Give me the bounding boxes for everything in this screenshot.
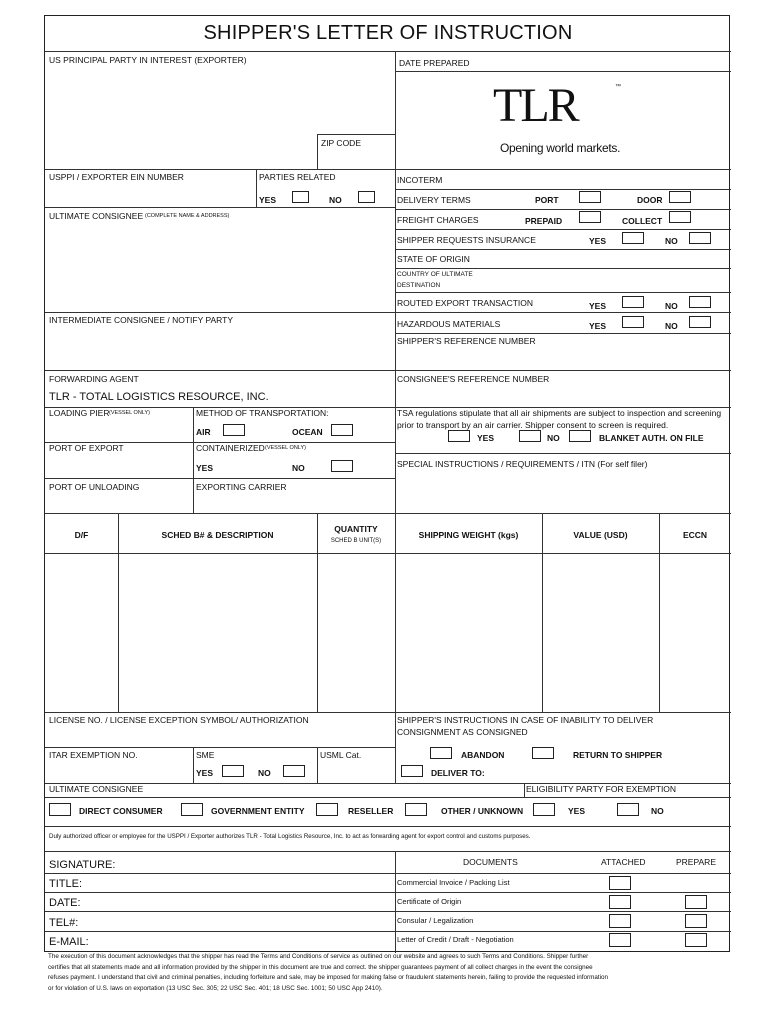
country-destination-label-2: DESTINATION xyxy=(397,282,441,289)
sme-yes-checkbox[interactable] xyxy=(222,765,244,777)
divider xyxy=(395,51,396,513)
divider xyxy=(395,851,396,953)
divider xyxy=(395,268,731,269)
form-title: SHIPPER'S LETTER OF INSTRUCTION xyxy=(203,22,573,44)
air-label: AIR xyxy=(196,427,211,437)
method-label: METHOD OF TRANSPORTATION: xyxy=(196,408,329,418)
return-label: RETURN TO SHIPPER xyxy=(573,750,663,760)
country-destination-label-1: COUNTRY OF ULTIMATE xyxy=(397,271,473,278)
col-quantity-header: QUANTITY xyxy=(334,524,378,534)
divider xyxy=(395,209,731,210)
collect-label: COLLECT xyxy=(622,216,663,226)
zip-code-label: ZIP CODE xyxy=(321,138,361,148)
license-label: LICENSE NO. / LICENSE EXCEPTION SYMBOL/ AUTHORIZATION xyxy=(49,715,309,725)
forwarding-agent-value: TLR - TOTAL LOGISTICS RESOURCE, INC. xyxy=(49,391,269,403)
signature-label: SIGNATURE: xyxy=(49,859,116,871)
routed-export-label: ROUTED EXPORT TRANSACTION xyxy=(397,298,534,308)
consignee-reference-label: CONSIGNEE'S REFERENCE NUMBER xyxy=(397,374,550,384)
loading-pier-label: LOADING PIER xyxy=(49,408,110,418)
hazardous-no-label: NO xyxy=(665,321,678,331)
divider xyxy=(395,71,731,72)
insurance-label: SHIPPER REQUESTS INSURANCE xyxy=(397,235,536,245)
sme-no-checkbox[interactable] xyxy=(283,765,305,777)
state-of-origin-label: STATE OF ORIGIN xyxy=(397,254,470,264)
delivery-terms-label: DELIVERY TERMS xyxy=(397,195,471,205)
insurance-no-checkbox[interactable] xyxy=(689,232,711,244)
deliver-to-label: DELIVER TO: xyxy=(431,768,485,778)
usppi-label: US PRINCIPAL PARTY IN INTEREST (EXPORTER) xyxy=(49,55,247,65)
email-label: E-MAIL: xyxy=(49,936,89,948)
divider xyxy=(45,51,731,52)
divider xyxy=(524,783,525,797)
col-df-header: D/F xyxy=(74,530,89,540)
ultimate-consignee-note: (COMPLETE NAME & ADDRESS) xyxy=(145,213,230,219)
documents-header: DOCUMENTS xyxy=(463,857,518,867)
col-value-header: VALUE (USD) xyxy=(573,530,628,540)
divider xyxy=(45,712,731,713)
divider xyxy=(659,513,660,712)
title-label: TITLE: xyxy=(49,878,83,890)
eligibility-label: ELIGIBILITY PARTY FOR EXEMPTION xyxy=(526,784,677,794)
divider xyxy=(45,797,731,798)
routed-yes-label: YES xyxy=(589,301,607,311)
document-item: Commercial Invoice / Packing List xyxy=(397,878,510,887)
divider xyxy=(45,513,731,514)
divider xyxy=(542,513,543,712)
government-label: GOVERNMENT ENTITY xyxy=(211,806,305,816)
divider xyxy=(256,169,257,207)
abandon-checkbox[interactable] xyxy=(430,747,452,759)
containerized-yes-label: YES xyxy=(196,463,214,473)
divider xyxy=(317,747,318,783)
door-label: DOOR xyxy=(637,195,663,205)
usml-label: USML Cat. xyxy=(320,750,362,760)
tlr-logo: TLR xyxy=(493,79,578,132)
forwarding-agent-label: FORWARDING AGENT xyxy=(49,374,139,384)
prepaid-checkbox[interactable] xyxy=(579,211,601,223)
tsa-no-checkbox[interactable] xyxy=(519,430,541,442)
hazardous-yes-checkbox[interactable] xyxy=(622,316,644,328)
door-checkbox[interactable] xyxy=(669,191,691,203)
divider xyxy=(317,134,318,169)
divider xyxy=(193,407,194,513)
document-item: Consular / Legalization xyxy=(397,916,474,925)
doc-0-attached-checkbox[interactable] xyxy=(609,876,631,890)
col-weight-header: SHIPPING WEIGHT (kgs) xyxy=(418,530,519,540)
attached-header: ATTACHED xyxy=(601,857,646,867)
containerized-label: CONTAINERIZED xyxy=(196,443,265,453)
loading-pier-note: (VESSEL ONLY) xyxy=(109,410,150,416)
ocean-label: OCEAN xyxy=(292,427,323,437)
divider xyxy=(45,207,395,208)
tel-label: TEL#: xyxy=(49,917,79,929)
ultimate-consignee-label: ULTIMATE CONSIGNEE xyxy=(49,211,144,221)
tsa-text-2: prior to transport by an air carrier. Shipper consent to screen is required. xyxy=(397,420,669,430)
divider xyxy=(395,229,731,230)
divider xyxy=(395,712,396,783)
eligibility-yes-checkbox[interactable] xyxy=(533,803,555,816)
reseller-label: RESELLER xyxy=(348,806,394,816)
col-quantity-sub: SCHED B UNIT(S) xyxy=(330,538,382,544)
tsa-yes-checkbox[interactable] xyxy=(448,430,470,442)
divider xyxy=(193,747,194,783)
ult-consignee-type-label: ULTIMATE CONSIGNEE xyxy=(49,784,144,794)
other-unknown-label: OTHER / UNKNOWN xyxy=(441,806,524,816)
tsa-yes-label: YES xyxy=(477,433,495,443)
divider xyxy=(395,333,731,334)
eligibility-no-label: NO xyxy=(651,806,664,816)
direct-consumer-label: DIRECT CONSUMER xyxy=(79,806,163,816)
ein-label: USPPI / EXPORTER EIN NUMBER xyxy=(49,172,184,182)
divider xyxy=(45,478,395,479)
logo-tagline: Opening world markets. xyxy=(500,141,621,155)
deliver-to-checkbox[interactable] xyxy=(401,765,423,777)
government-checkbox[interactable] xyxy=(181,803,203,816)
parties-yes-label: YES xyxy=(259,195,277,205)
prepaid-label: PREPAID xyxy=(525,216,563,226)
doc-1-prepare-checkbox[interactable] xyxy=(685,895,707,909)
divider xyxy=(45,892,731,893)
port-of-unloading-label: PORT OF UNLOADING xyxy=(49,482,140,492)
collect-checkbox[interactable] xyxy=(669,211,691,223)
prepare-header: PREPARE xyxy=(676,857,716,867)
tsa-no-label: NO xyxy=(547,433,560,443)
divider xyxy=(118,513,119,712)
port-of-export-label: PORT OF EXPORT xyxy=(49,443,124,453)
hazardous-label: HAZARDOUS MATERIALS xyxy=(397,319,501,329)
ocean-checkbox[interactable] xyxy=(331,424,353,436)
routed-yes-checkbox[interactable] xyxy=(622,296,644,308)
col-eccn-header: ECCN xyxy=(682,530,708,540)
special-instructions-label: SPECIAL INSTRUCTIONS / REQUIREMENTS / ITN (For self filer) xyxy=(397,459,648,469)
abandon-label: ABANDON xyxy=(461,750,505,760)
doc-2-prepare-checkbox[interactable] xyxy=(685,914,707,928)
authorization-text: Duly authorized officer or employee for the USPPI / Exporter authorizes TLR - Total Logistics Resource, Inc. to act as forwarding agent for export control and customs purposes. xyxy=(49,833,531,840)
blanket-auth-label: BLANKET AUTH. ON FILE xyxy=(599,433,704,443)
document-item: Letter of Credit / Draft - Negotiation xyxy=(397,935,514,944)
disclaimer-line: or for violation of U.S. laws on exportation (13 USC Sec. 305; 22 USC Sec. 401; 18 USC Sec. 1001; 50 USC App 2410). xyxy=(48,984,383,992)
other-unknown-checkbox[interactable] xyxy=(405,803,427,816)
containerized-no-label: NO xyxy=(292,463,305,473)
doc-2-attached-checkbox[interactable] xyxy=(609,914,631,928)
divider xyxy=(395,292,731,293)
sme-yes-label: YES xyxy=(196,768,214,778)
reseller-checkbox[interactable] xyxy=(316,803,338,816)
hazardous-no-checkbox[interactable] xyxy=(689,316,711,328)
divider xyxy=(45,747,395,748)
insurance-yes-label: YES xyxy=(589,236,607,246)
divider xyxy=(45,851,731,852)
exporting-carrier-label: EXPORTING CARRIER xyxy=(196,482,287,492)
inability-label-1: SHIPPER'S INSTRUCTIONS IN CASE OF INABILITY TO DELIVER xyxy=(397,715,654,725)
divider xyxy=(45,911,731,912)
containerized-note: (VESSEL ONLY) xyxy=(265,445,306,451)
hazardous-yes-label: YES xyxy=(589,321,607,331)
freight-charges-label: FREIGHT CHARGES xyxy=(397,215,479,225)
inability-label-2: CONSIGNMENT AS CONSIGNED xyxy=(397,727,528,737)
divider xyxy=(45,553,731,554)
shipper-letter-form xyxy=(44,15,730,952)
terms-disclaimer xyxy=(48,952,728,994)
return-checkbox[interactable] xyxy=(532,747,554,759)
date-prepared-label: DATE PREPARED xyxy=(399,58,470,68)
parties-no-label: NO xyxy=(329,195,342,205)
divider xyxy=(395,189,731,190)
eligibility-yes-label: YES xyxy=(568,806,586,816)
port-label: PORT xyxy=(535,195,559,205)
intermediate-consignee-label: INTERMEDIATE CONSIGNEE / NOTIFY PARTY xyxy=(49,315,234,325)
divider xyxy=(45,370,731,371)
tsa-text-1: TSA regulations stipulate that all air shipments are subject to inspection and screening xyxy=(397,408,722,418)
divider xyxy=(45,826,731,827)
eligibility-no-checkbox[interactable] xyxy=(617,803,639,816)
doc-3-prepare-checkbox[interactable] xyxy=(685,933,707,947)
insurance-no-label: NO xyxy=(665,236,678,246)
sme-no-label: NO xyxy=(258,768,271,778)
shipper-reference-label: SHIPPER'S REFERENCE NUMBER xyxy=(397,336,536,346)
trademark-mark: ™ xyxy=(615,84,621,90)
divider xyxy=(395,513,396,712)
blanket-auth-checkbox[interactable] xyxy=(569,430,591,442)
port-checkbox[interactable] xyxy=(579,191,601,203)
disclaimer-line: refuses payment. I understand that civil and criminal penalties, including forfeiture and sale, may be imposed for making false or fraudulent statements herein, failing to provide the requested information xyxy=(48,974,609,981)
date-label: DATE: xyxy=(49,897,81,909)
divider xyxy=(395,249,731,250)
doc-1-attached-checkbox[interactable] xyxy=(609,895,631,909)
divider xyxy=(395,453,731,454)
disclaimer-line: certifies that all statements made and all information provided by the shipper in this document are true and correct. the shipper guarantees payment of all collect charges in the event the consignee xyxy=(48,963,593,971)
routed-no-label: NO xyxy=(665,301,678,311)
sme-label: SME xyxy=(196,750,215,760)
divider xyxy=(45,873,731,874)
disclaimer-line: The execution of this document acknowledges that the shipper has read the Terms and Conditions of service as outlined on our website and agrees to such Terms and Conditions. Shipper further xyxy=(48,953,589,960)
divider xyxy=(45,312,731,313)
air-checkbox[interactable] xyxy=(223,424,245,436)
divider xyxy=(317,134,395,135)
doc-3-attached-checkbox[interactable] xyxy=(609,933,631,947)
parties-yes-checkbox[interactable] xyxy=(292,191,309,203)
itar-label: ITAR EXEMPTION NO. xyxy=(49,750,138,760)
divider xyxy=(45,931,731,932)
divider xyxy=(45,169,731,170)
parties-related-label: PARTIES RELATED xyxy=(259,172,336,182)
col-sched-header: SCHED B# & DESCRIPTION xyxy=(161,530,274,540)
insurance-yes-checkbox[interactable] xyxy=(622,232,644,244)
direct-consumer-checkbox[interactable] xyxy=(49,803,71,816)
containerized-checkbox[interactable] xyxy=(331,460,353,472)
incoterm-label: INCOTERM xyxy=(397,175,443,185)
parties-no-checkbox[interactable] xyxy=(358,191,375,203)
document-item: Certificate of Origin xyxy=(397,897,462,906)
routed-no-checkbox[interactable] xyxy=(689,296,711,308)
